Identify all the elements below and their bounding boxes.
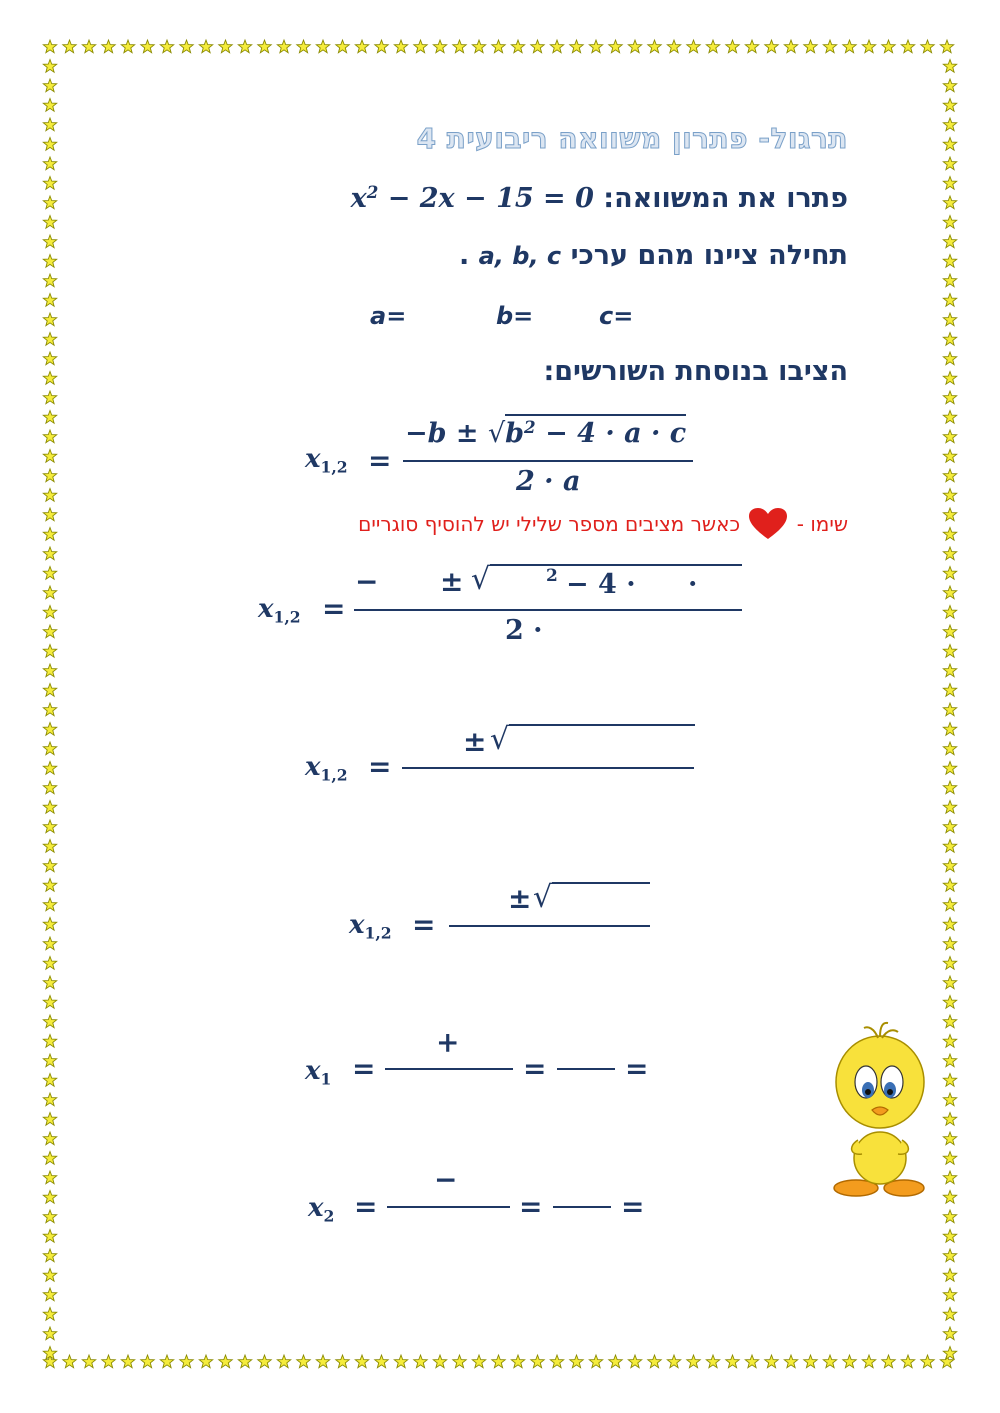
border-star [43,333,56,346]
x1-lhs: $x_1$ [305,1056,332,1089]
border-star [570,1355,583,1368]
border-star [43,235,56,248]
tweety-bird-illustration [828,1020,938,1200]
border-star [297,40,310,53]
border-star [943,1132,956,1145]
t1-minus: − [355,565,379,598]
border-star [943,918,956,931]
border-star [199,40,212,53]
border-star [784,1355,797,1368]
border-star [492,40,505,53]
border-star [43,703,56,716]
coef-b-label: b= [496,302,534,330]
border-star [375,40,388,53]
border-star [943,1288,956,1301]
heart-icon [746,515,790,535]
border-star [765,1355,778,1368]
border-star [43,1230,56,1243]
border-star [472,40,485,53]
x2-fraction-bar [387,1206,510,1208]
border-star [943,606,956,619]
border-star [43,664,56,677]
border-star [882,1355,895,1368]
t3-pm: ± [508,882,532,915]
border-star [921,40,934,53]
border-star [43,801,56,814]
page-title: תרגול- פתרון משוואה ריבועית 4 [416,122,848,155]
x1-fraction-bar-2 [557,1068,615,1070]
border-star [550,1355,563,1368]
border-star [43,586,56,599]
border-star [238,40,251,53]
border-star [804,40,817,53]
border-star [943,1093,956,1106]
t1-minus4: − 4 · [566,569,636,600]
formula-numerator: $-b \pm √b^2 - 4 \cdot a \cdot c$ [405,414,686,449]
border-star [102,1355,115,1368]
x1-equals-3: = [625,1052,649,1085]
border-star [943,957,956,970]
border-star [316,40,329,53]
border-star [43,1327,56,1340]
border-star [43,372,56,385]
t1-fraction-bar [354,609,742,611]
t1-dot: · [688,569,698,600]
border-star [648,1355,661,1368]
border-star [277,1355,290,1368]
border-star [43,469,56,482]
border-star [43,1210,56,1223]
t3-sqrt-bar [552,882,650,884]
border-star [219,1355,232,1368]
border-star [862,1355,875,1368]
border-star [43,879,56,892]
border-star [943,196,956,209]
x1-equals-2: = [523,1052,547,1085]
border-star [943,1230,956,1243]
border-star [687,1355,700,1368]
border-star [823,40,836,53]
border-star [943,879,956,892]
border-star [472,1355,485,1368]
t3-equals: = [412,908,436,941]
border-star [901,40,914,53]
coef-c-label: c= [599,302,634,330]
border-star [901,1355,914,1368]
border-star [43,79,56,92]
border-star [43,547,56,560]
border-star [943,450,956,463]
border-star [943,235,956,248]
border-star [63,40,76,53]
border-star [43,411,56,424]
border-star [43,118,56,131]
border-star [943,1191,956,1204]
border-star [943,469,956,482]
t1-lhs: $x_{1,2}$ [258,594,301,627]
border-star [943,1347,956,1360]
border-star [943,976,956,989]
border-star [43,508,56,521]
x2-fraction-bar-2 [553,1206,611,1208]
border-star [199,1355,212,1368]
border-star [238,1355,251,1368]
border-star [943,333,956,346]
x2-lhs: $x_2$ [308,1193,335,1226]
border-star [43,294,56,307]
border-star [943,723,956,736]
formula-fraction-bar [403,460,693,462]
border-star [433,1355,446,1368]
border-star [43,625,56,638]
border-star [943,138,956,151]
border-star [414,1355,427,1368]
border-star [943,840,956,853]
equation: $x^2 - 2x - 15 = 0$ [350,182,594,215]
border-star [943,216,956,229]
border-star [375,1355,388,1368]
border-star [943,1210,956,1223]
border-star [943,294,956,307]
border-star [943,801,956,814]
t1-denominator: 2 · [505,615,543,646]
border-star [667,40,680,53]
border-star [141,1355,154,1368]
border-star [726,1355,739,1368]
instruction-label: פתרו את המשוואה: [603,183,848,215]
note-line [358,512,848,536]
border-star [921,1355,934,1368]
border-star [43,274,56,287]
border-star [511,40,524,53]
border-star [43,898,56,911]
coef-a-label: a= [370,302,407,330]
border-star [843,40,856,53]
border-star [43,742,56,755]
border-star [43,859,56,872]
border-star [394,1355,407,1368]
border-star [336,1355,349,1368]
border-star [43,1171,56,1184]
border-star [43,255,56,268]
note-text: כאשר מציבים מספר שלילי יש להוסיף סוגריים [358,512,741,536]
border-star [43,1113,56,1126]
border-star [943,762,956,775]
x1-equals-1: = [352,1052,376,1085]
border-star [43,1093,56,1106]
border-star [943,567,956,580]
t1-equals: = [322,592,346,625]
border-star [804,1355,817,1368]
border-star [943,1015,956,1028]
border-star [43,528,56,541]
border-star [943,1074,956,1087]
border-star [43,1015,56,1028]
border-star [628,1355,641,1368]
border-star [43,196,56,209]
border-star [943,996,956,1009]
border-star [531,1355,544,1368]
border-star [414,40,427,53]
border-star [589,1355,602,1368]
border-star [943,508,956,521]
border-star [940,40,953,53]
border-star [160,1355,173,1368]
border-star [219,40,232,53]
border-star [141,40,154,53]
border-star [943,1269,956,1282]
border-star [687,40,700,53]
border-star [531,40,544,53]
border-star [882,40,895,53]
t2-lhs: $x_{1,2}$ [305,752,348,785]
border-star [258,40,271,53]
border-star [43,1308,56,1321]
border-star [43,820,56,833]
border-star [943,547,956,560]
border-star [943,79,956,92]
border-star [43,60,56,73]
border-star [943,781,956,794]
border-star [82,1355,95,1368]
border-star [43,567,56,580]
border-star [943,157,956,170]
border-star [943,528,956,541]
border-star [726,40,739,53]
border-star [943,645,956,658]
border-star [943,703,956,716]
border-star [943,586,956,599]
formula-equals: = [368,444,392,477]
border-star [943,820,956,833]
border-star [843,1355,856,1368]
border-star [121,40,134,53]
t2-sqrt: √ [490,722,510,757]
border-star [943,255,956,268]
border-star [943,1113,956,1126]
border-star [609,40,622,53]
border-star [43,1152,56,1165]
border-star [43,1054,56,1067]
border-star [43,781,56,794]
border-star [943,118,956,131]
t3-sqrt: √ [533,880,553,915]
border-star [745,1355,758,1368]
border-star [277,40,290,53]
border-star [943,1308,956,1321]
x2-equals-1: = [354,1190,378,1223]
border-star [745,40,758,53]
border-star [550,40,563,53]
border-star [433,40,446,53]
border-star [862,40,875,53]
note-prefix: שימו - [796,512,848,536]
t2-fraction-bar [402,767,694,769]
border-star [43,918,56,931]
t1-sqrt: √ [471,562,491,597]
border-star [43,606,56,619]
border-star [316,1355,329,1368]
step2-line: הציבו בנוסחת השורשים: [543,356,848,387]
border-star [43,996,56,1009]
border-star [336,40,349,53]
t1-exp: 2 [546,566,558,586]
t1-sqrt-bar [490,564,742,566]
x1-fraction-bar [385,1068,513,1070]
border-star [355,1355,368,1368]
step1-line: תחילה ציינו מהם ערכי a, b, c . [458,240,848,271]
border-star [43,489,56,502]
border-star [943,411,956,424]
border-star [570,40,583,53]
x2-minus: − [434,1163,458,1196]
formula-lhs: $x_{1,2}$ [305,444,348,477]
t2-sqrt-bar [509,724,695,726]
border-star [258,1355,271,1368]
border-star [43,1249,56,1262]
border-star [706,40,719,53]
border-star [43,1191,56,1204]
border-star [102,40,115,53]
border-star [943,684,956,697]
border-star [943,1035,956,1048]
border-star [43,840,56,853]
x1-plus: + [436,1026,460,1059]
border-star [43,957,56,970]
border-star [43,157,56,170]
formula-denominator: 2 · a [516,466,581,497]
border-star [43,352,56,365]
border-star [648,40,661,53]
border-star [121,1355,134,1368]
border-star [63,1355,76,1368]
border-star [943,898,956,911]
border-star [180,1355,193,1368]
border-star [823,1355,836,1368]
border-star [43,645,56,658]
t3-lhs: $x_{1,2}$ [349,910,392,943]
border-star [43,430,56,443]
border-star [943,313,956,326]
t2-equals: = [368,750,392,783]
border-star [43,976,56,989]
border-star [82,40,95,53]
border-star [453,40,466,53]
border-star [765,40,778,53]
t1-pm: ± [440,565,464,598]
border-star [453,1355,466,1368]
border-star [943,274,956,287]
border-star [943,859,956,872]
border-star [492,1355,505,1368]
border-star [943,1171,956,1184]
border-star [43,1269,56,1282]
border-star [943,625,956,638]
border-star [589,40,602,53]
border-star [943,937,956,950]
border-star [511,1355,524,1368]
border-star [943,391,956,404]
border-star [784,40,797,53]
border-star [943,60,956,73]
border-star [943,177,956,190]
border-star [667,1355,680,1368]
border-star [943,372,956,385]
border-star [160,40,173,53]
border-star [609,1355,622,1368]
border-star [43,138,56,151]
border-star [43,450,56,463]
border-star [943,489,956,502]
border-star [943,430,956,443]
border-star [943,1054,956,1067]
border-star [43,937,56,950]
instruction-line [351,182,848,214]
border-star [43,1132,56,1145]
x2-equals-2: = [519,1190,543,1223]
border-star [180,40,193,53]
step1-vars: a, b, c [478,242,562,270]
border-star [297,1355,310,1368]
border-star [943,99,956,112]
border-star [943,742,956,755]
border-star [43,1074,56,1087]
border-star [706,1355,719,1368]
border-star [628,40,641,53]
border-star [943,664,956,677]
border-star [943,352,956,365]
border-star [43,313,56,326]
border-star [43,177,56,190]
t2-pm: ± [463,725,487,758]
border-star [43,1035,56,1048]
border-star [943,1249,956,1262]
border-star [943,1152,956,1165]
step1-text: תחילה ציינו מהם ערכי [570,240,848,271]
border-star [394,40,407,53]
x2-equals-3: = [621,1190,645,1223]
border-star [355,40,368,53]
border-star [43,99,56,112]
border-star [43,723,56,736]
border-star [943,1327,956,1340]
border-star [43,762,56,775]
t3-fraction-bar [449,925,650,927]
border-star [43,40,56,53]
border-star [43,1288,56,1301]
border-star [43,391,56,404]
border-star [43,684,56,697]
border-star [43,216,56,229]
